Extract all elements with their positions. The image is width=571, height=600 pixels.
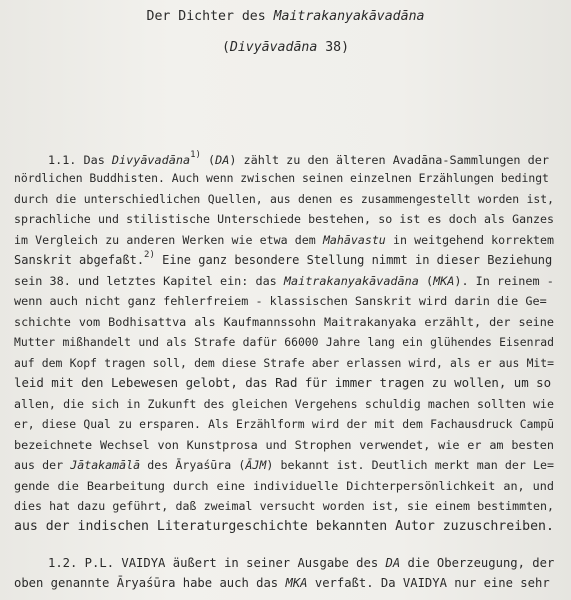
text-span: Eine ganz besondere Stellung nimmt in dieser Beziehung [154,253,553,267]
paragraph-1-line-16 [14,457,554,473]
text-span: verfaßt. Da VAIDYA nur eine sehr [307,576,550,590]
paragraph-1-line-10: Mutter mißhandelt und als Strafe dafür 66000 Jahre lang ein glühendes Eisenrad [14,335,554,349]
paragraph-1-line-2: nördlichen Buddhisten. Auch wenn zwischen seinen einzelnen Erzählungen bedingt [14,171,549,185]
text-span: ) bekannt ist. Deutlich merkt man der Le= [266,458,554,472]
text-span: ( [418,274,434,288]
paragraph-1-line-18: dies hat dazu geführt, daß zweimal versucht worden ist, sie einem bestimmten, [14,499,554,513]
footnote-ref: 1) [190,150,201,160]
paragraph-1-line-1 [48,152,554,168]
italic-abbr: ĀJM [245,458,267,472]
page-subtitle [0,40,571,55]
italic-abbr: DA [385,556,401,570]
title-italic: Maitrakanyakāvadāna [273,9,425,24]
paragraph-1-line-13: allen, die sich in Zukunft des gleichen Vergehens schuldig machen sollten wie [14,397,554,411]
italic-title: Mahāvastu [322,233,386,247]
text-span: im Vergleich zu anderen Werken wie etwa dem [14,233,323,247]
text-span: ) zählt zu den älteren Avadāna-Sammlungen der [229,153,549,167]
text-span: ). In reinem - [454,274,554,288]
text-span: ( [200,153,216,167]
text-span: 1.1. Das [48,153,112,167]
subtitle-rest: 38) [317,40,350,55]
subtitle-italic: Divyāvadāna [229,40,318,55]
paragraph-1-line-8: wenn auch nicht ganz fehlerfreiem - klassischen Sanskrit wird darin die Ge= [14,294,547,308]
text-span: die Oberzeugung, der [400,556,555,570]
text-span: des Āryaśūra ( [140,458,246,472]
text-span: aus der [14,458,71,472]
paragraph-1-line-5 [14,232,554,248]
title-text: Der Dichter des [146,9,274,24]
paragraph-1-line-4: sprachliche und stilistische Unterschiede bestehen, so ist es doch als Ganzes [14,212,554,226]
text-span: sein 38. und letztes Kapitel ein: das [14,274,284,288]
paragraph-1-line-17: gende die Bearbeitung durch eine individuelle Dichterpersönlichkeit an, und [14,479,554,493]
italic-abbr: DA [215,153,230,167]
text-span: 1.2. P.L. VAIDYA äußert in seiner Ausgabe des [48,556,386,570]
italic-abbr: MKA [285,576,308,590]
paragraph-1-line-14: er, diese Qual zu ersparen. Als Erzählform wird der mit dem Fachausdruck Campū [14,417,554,431]
italic-title: Divyāvadāna [111,153,191,167]
page-title [0,9,571,24]
paragraph-1-line-9: schichte vom Bodhisattva als Kaufmannssohn Maitrakanyaka erzählt, der seine [14,315,554,329]
italic-title: Jātakamālā [70,458,141,472]
italic-abbr: MKA [433,274,455,288]
paragraph-1-line-7 [14,273,554,289]
subtitle-open: ( [221,40,230,55]
text-span: in weitgehend korrektem [385,233,554,247]
text-span: Sanskrit abgefaßt. [14,253,145,267]
paragraph-1-line-12: leid mit den Lebewesen gelobt, das Rad für immer tragen zu wollen, um so [14,375,552,390]
text-span: oben genannte Āryaśūra habe auch das [14,576,286,590]
footnote-ref: 2) [144,250,155,260]
paragraph-1-line-19: aus der indischen Literaturgeschichte bekannten Autor zuzuschreiben. [14,519,554,534]
italic-title: Maitrakanyakāvadāna [283,274,419,288]
paragraph-2-line-2 [14,575,554,591]
paragraph-1-line-6 [14,252,554,268]
paragraph-2-line-1 [48,555,554,571]
paragraph-1-line-11: auf dem Kopf tragen soll, dem diese Strafe aber erlassen wird, als er aus Mit= [14,356,554,370]
paragraph-1-line-3: durch die unterschiedlichen Quellen, aus denen es zusammengestellt worden ist, [14,192,554,206]
paragraph-1-line-15: bezeichnete Wechsel von Kunstprosa und Strophen verwendet, wie er am besten [14,438,554,452]
